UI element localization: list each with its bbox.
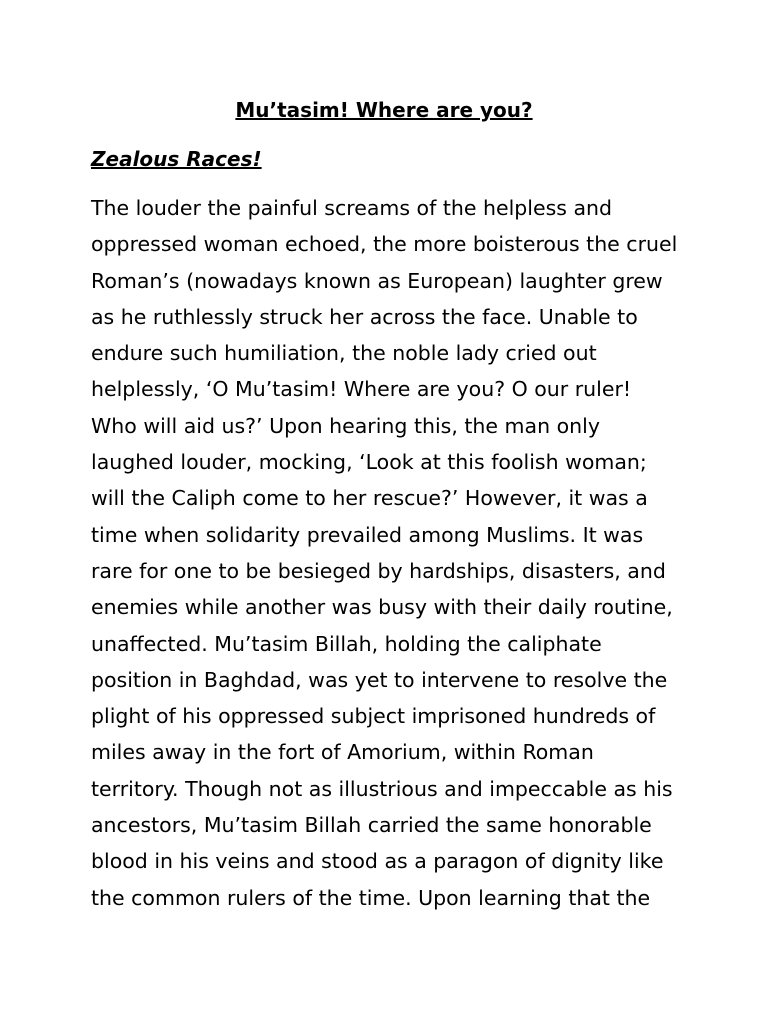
text-line: oppressed woman echoed, the more boisterous the cruel bbox=[91, 232, 678, 257]
text-line: endure such humiliation, the noble lady cried out bbox=[91, 341, 597, 366]
text-line: as he ruthlessly struck her across the face. Unable to bbox=[91, 304, 638, 329]
text-line: will the Caliph come to her rescue?’ However, it was a bbox=[91, 486, 648, 511]
text-line: Roman’s (nowadays known as European) laughter grew bbox=[91, 268, 663, 293]
document-title: Mu’tasim! Where are you? bbox=[235, 98, 533, 122]
text-line: laughed louder, mocking, ‘Look at this foolish woman; bbox=[91, 450, 647, 475]
text-line: helplessly, ‘O Mu’tasim! Where are you? O our ruler! bbox=[91, 377, 632, 402]
text-line: territory. Though not as illustrious and impeccable as his bbox=[91, 776, 673, 801]
text-line: rare for one to be besieged by hardships, disasters, and bbox=[91, 558, 666, 583]
text-line: Who will aid us?’ Upon hearing this, the man only bbox=[91, 413, 600, 438]
text-line: position in Baghdad, was yet to intervene to resolve the bbox=[91, 667, 668, 692]
text-line: plight of his oppressed subject imprisoned hundreds of bbox=[91, 704, 656, 729]
section-heading: Zealous Races! bbox=[91, 147, 262, 171]
body-paragraph bbox=[91, 190, 691, 916]
text-line: enemies while another was busy with their daily routine, bbox=[91, 595, 673, 620]
text-line: blood in his veins and stood as a paragon of dignity like bbox=[91, 849, 664, 874]
text-line: miles away in the fort of Amorium, within Roman bbox=[91, 740, 594, 765]
text-line: The louder the painful screams of the helpless and bbox=[91, 196, 613, 220]
text-line: unaffected. Mu’tasim Billah, holding the caliphate bbox=[91, 631, 602, 656]
text-line: time when solidarity prevailed among Muslims. It was bbox=[91, 522, 644, 547]
text-line: the common rulers of the time. Upon learning that the bbox=[91, 885, 651, 910]
text-line: ancestors, Mu’tasim Billah carried the same honorable bbox=[91, 813, 652, 838]
